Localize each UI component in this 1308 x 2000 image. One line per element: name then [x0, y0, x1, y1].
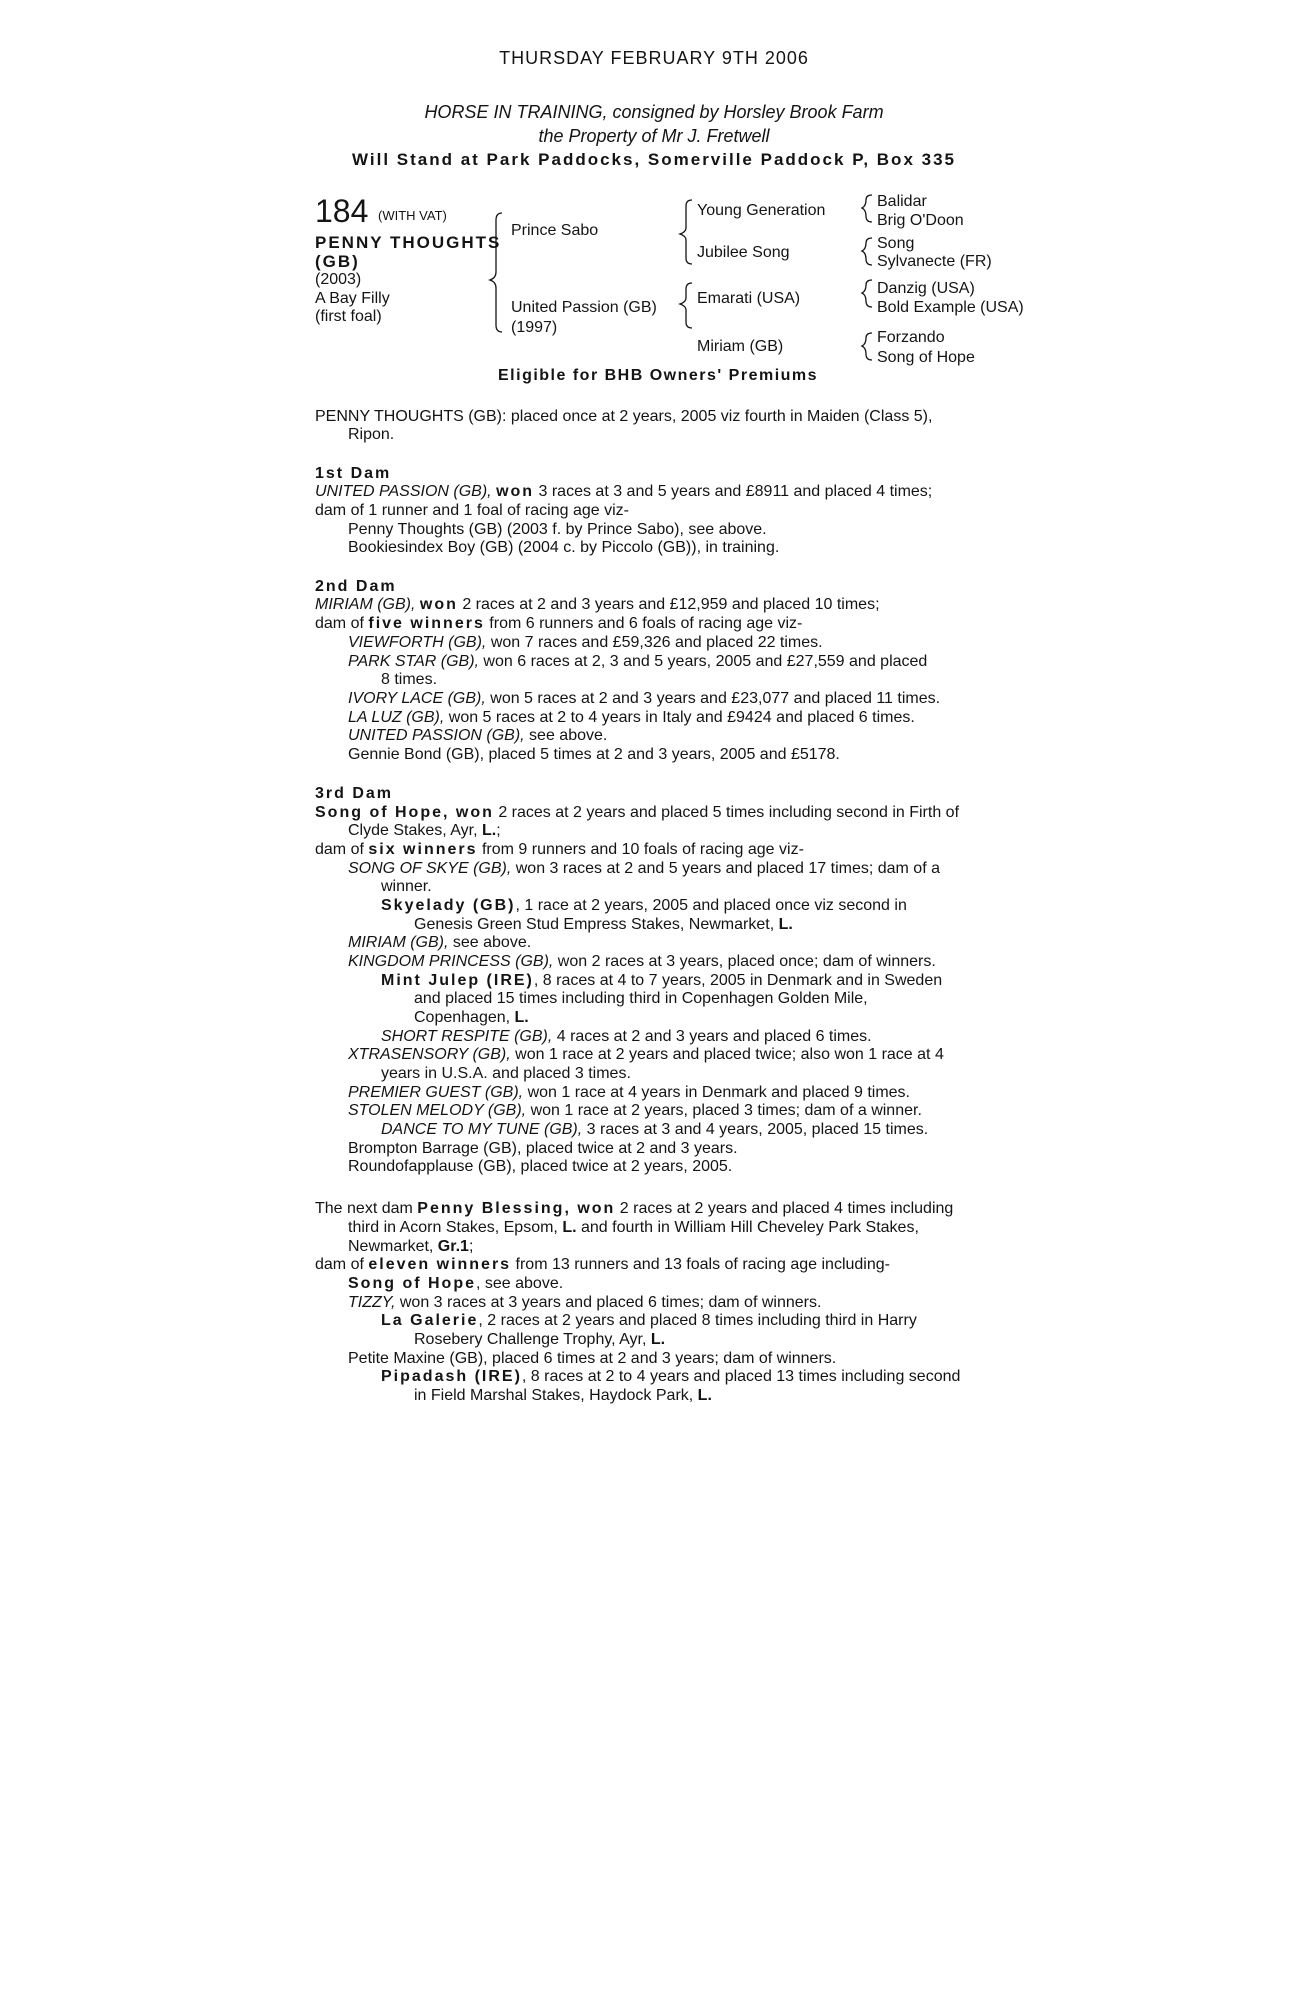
produce-entry: DANCE TO MY TUNE (GB), 3 races at 3 and 4 years, 2005, placed 15 times. [381, 1121, 929, 1138]
produce-entry: Mint Julep (IRE), 8 races at 4 to 7 years, 2005 in Denmark and in Sweden [381, 972, 943, 989]
produce-entry: PARK STAR (GB), won 6 races at 2, 3 and 5 years, 2005 and £27,559 and placed [348, 653, 928, 670]
pedigree-sire-sire: Young Generation [697, 202, 826, 219]
produce-entry: SHORT RESPITE (GB), 4 races at 2 and 3 years and placed 6 times. [381, 1028, 872, 1045]
produce-entry-cont: Genesis Green Stud Empress Stakes, Newmarket, L. [414, 916, 793, 933]
pedigree-dam-sire: Emarati (USA) [697, 290, 801, 307]
pedigree-ancestor: Bold Example (USA) [877, 299, 1024, 316]
produce-entry: Penny Thoughts (GB) (2003 f. by Prince Sabo), see above. [348, 521, 767, 538]
pedigree-ancestor: Song [877, 235, 915, 252]
produce-entry: STOLEN MELODY (GB), won 1 race at 2 years, placed 3 times; dam of a winner. [348, 1102, 922, 1119]
next-dam-produce: dam of eleven winners from 13 runners and 13 foals of racing age including- [315, 1256, 890, 1273]
produce-entry-cont: Rosebery Challenge Trophy, Ayr, L. [414, 1331, 666, 1348]
second-dam-record: MIRIAM (GB), won 2 races at 2 and 3 years and £12,959 and placed 10 times; [315, 596, 880, 613]
produce-entry: Petite Maxine (GB), placed 6 times at 2 and 3 years; dam of winners. [348, 1350, 837, 1367]
produce-entry: PREMIER GUEST (GB), won 1 race at 4 years in Denmark and placed 9 times. [348, 1084, 910, 1101]
pedigree-dam: United Passion (GB) [511, 299, 657, 316]
pedigree-ancestor: Balidar [877, 193, 927, 210]
produce-entry: Gennie Bond (GB), placed 5 times at 2 and 3 years, 2005 and £5178. [348, 746, 840, 763]
pedigree-ancestor: Danzig (USA) [877, 280, 975, 297]
horse-summary: PENNY THOUGHTS (GB): placed once at 2 years, 2005 viz fourth in Maiden (Class 5), [315, 408, 933, 425]
produce-entry-cont: Copenhagen, L. [414, 1009, 529, 1026]
property-line: the Property of Mr J. Fretwell [538, 126, 770, 146]
third-dam-heading: 3rd Dam [315, 785, 394, 802]
pedigree-dam-year: (1997) [511, 319, 558, 336]
horse-name: PENNY THOUGHTS [315, 233, 502, 252]
produce-entry: La Galerie, 2 races at 2 years and placed 8 times including third in Harry [381, 1312, 917, 1329]
pedigree-ancestor: Forzando [877, 329, 945, 346]
produce-entry: VIEWFORTH (GB), won 7 races and £59,326 and placed 22 times. [348, 634, 823, 651]
produce-entry: Pipadash (IRE), 8 races at 2 to 4 years and placed 13 times including second [381, 1368, 961, 1385]
next-dam-record: The next dam Penny Blessing, won 2 races at 2 years and placed 4 times including [315, 1200, 954, 1217]
horse-origin: (GB) [315, 252, 360, 271]
second-dam-produce: dam of five winners from 6 runners and 6 foals of racing age viz- [315, 615, 803, 632]
produce-entry: Song of Hope, see above. [348, 1275, 564, 1292]
produce-entry: KINGDOM PRINCESS (GB), won 2 races at 3 years, placed once; dam of winners. [348, 953, 936, 970]
horse-description: A Bay Filly [315, 290, 390, 307]
first-dam-heading: 1st Dam [315, 465, 392, 482]
produce-entry-cont: years in U.S.A. and placed 3 times. [381, 1065, 631, 1082]
produce-entry-cont: in Field Marshal Stakes, Haydock Park, L. [414, 1387, 712, 1404]
horse-summary-cont: Ripon. [348, 426, 395, 443]
third-dam-record-cont: Clyde Stakes, Ayr, L.; [348, 822, 501, 839]
pedigree-sire-dam: Jubilee Song [697, 244, 790, 261]
produce-entry: XTRASENSORY (GB), won 1 race at 2 years and placed twice; also won 1 race at 4 [348, 1046, 944, 1063]
first-dam-record: UNITED PASSION (GB), won 3 races at 3 and 5 years and £8911 and placed 4 times; [315, 483, 933, 500]
sale-date: THURSDAY FEBRUARY 9TH 2006 [499, 48, 809, 68]
third-dam-produce: dam of six winners from 9 runners and 10 foals of racing age viz- [315, 841, 804, 858]
next-dam-record-cont: third in Acorn Stakes, Epsom, L. and fourth in William Hill Cheveley Park Stakes, [348, 1219, 919, 1236]
produce-entry: LA LUZ (GB), won 5 races at 2 to 4 years in Italy and £9424 and placed 6 times. [348, 709, 915, 726]
pedigree-sire: Prince Sabo [511, 222, 599, 239]
pedigree-ancestor: Brig O'Doon [877, 212, 964, 229]
lot-number: 184 [315, 193, 369, 229]
produce-entry: IVORY LACE (GB), won 5 races at 2 and 3 years and £23,077 and placed 11 times. [348, 690, 941, 707]
horse-year: (2003) [315, 271, 362, 288]
produce-entry-cont: and placed 15 times including third in Copenhagen Golden Mile, [414, 990, 868, 1007]
pedigree-ancestor: Song of Hope [877, 349, 975, 366]
vat-note: (WITH VAT) [378, 208, 447, 223]
produce-entry: MIRIAM (GB), see above. [348, 934, 532, 951]
third-dam-record: Song of Hope, won 2 races at 2 years and placed 5 times including second in Firth of [315, 804, 960, 821]
pedigree-ancestor: Sylvanecte (FR) [877, 253, 992, 270]
consignment-line: HORSE IN TRAINING, consigned by Horsley Brook Farm [424, 102, 884, 122]
pedigree-brackets [0, 0, 1308, 400]
eligibility-note: Eligible for BHB Owners' Premiums [498, 367, 819, 384]
pedigree-dam-dam: Miriam (GB) [697, 338, 784, 355]
second-dam-heading: 2nd Dam [315, 578, 397, 595]
produce-entry: UNITED PASSION (GB), see above. [348, 727, 608, 744]
first-dam-produce: dam of 1 runner and 1 foal of racing age viz- [315, 502, 629, 519]
produce-entry: Skyelady (GB), 1 race at 2 years, 2005 and placed once viz second in [381, 897, 907, 914]
produce-entry: Roundofapplause (GB), placed twice at 2 years, 2005. [348, 1158, 733, 1175]
produce-entry: Brompton Barrage (GB), placed twice at 2 and 3 years. [348, 1140, 738, 1157]
produce-entry: Bookiesindex Boy (GB) (2004 c. by Piccolo (GB)), in training. [348, 539, 780, 556]
stand-location: Will Stand at Park Paddocks, Somerville Paddock P, Box 335 [351, 150, 956, 169]
produce-entry-cont: winner. [381, 878, 432, 895]
produce-entry: SONG OF SKYE (GB), won 3 races at 2 and 5 years and placed 17 times; dam of a [348, 860, 940, 877]
next-dam-record-cont: Newmarket, Gr.1; [348, 1238, 474, 1255]
foal-note: (first foal) [315, 308, 382, 325]
produce-entry: TIZZY, won 3 races at 3 years and placed 6 times; dam of winners. [348, 1294, 822, 1311]
produce-entry-cont: 8 times. [381, 671, 438, 688]
